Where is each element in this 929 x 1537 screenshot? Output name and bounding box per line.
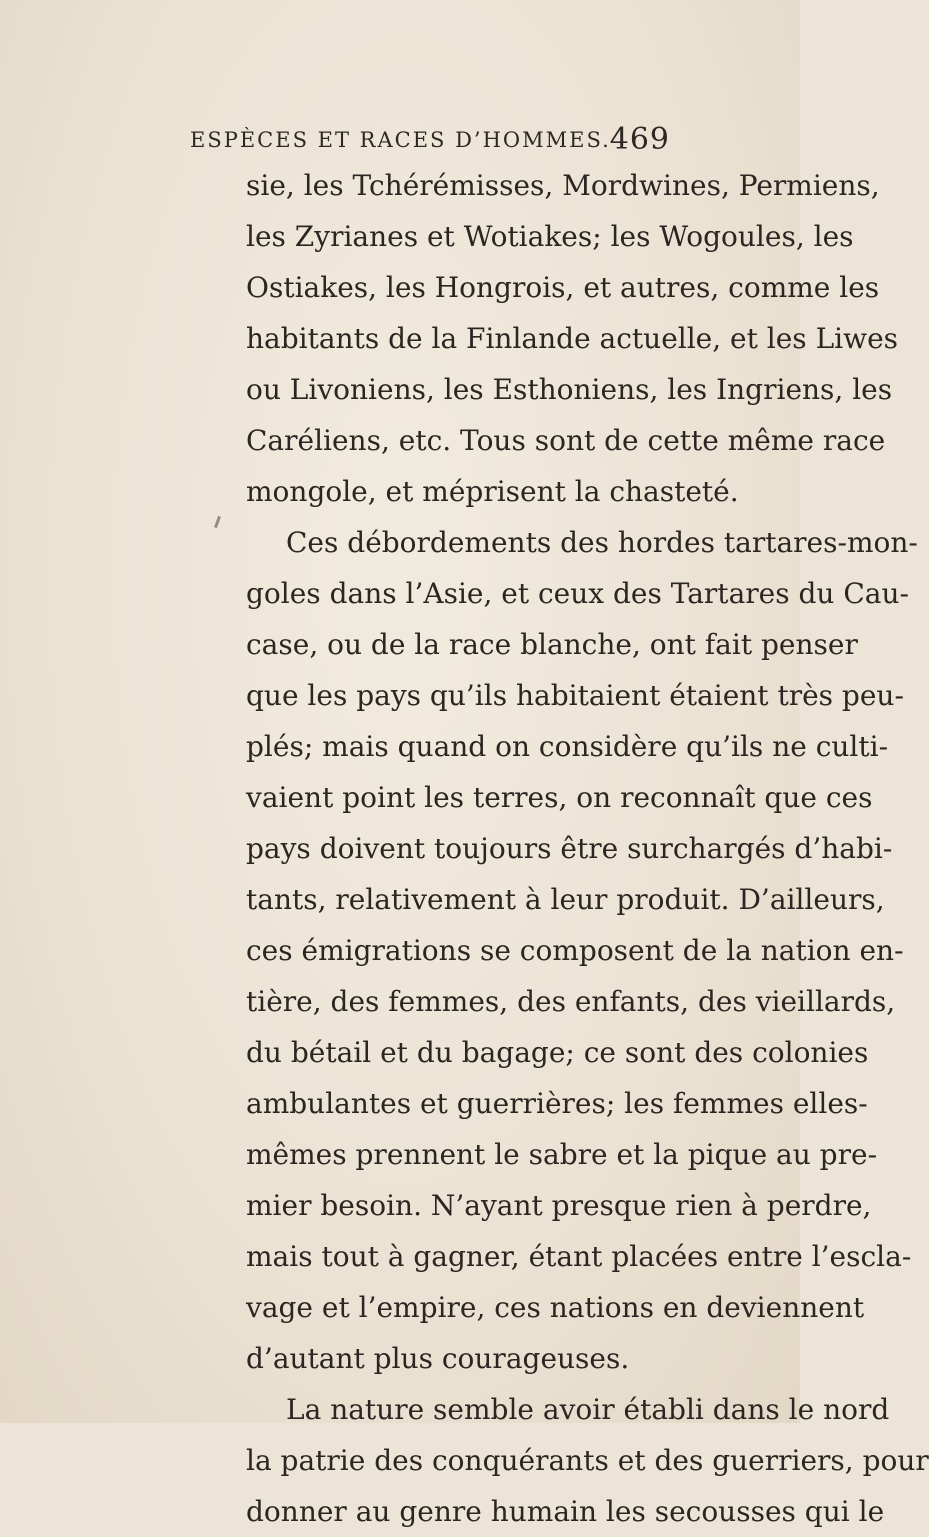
text-line: tière, des femmes, des enfants, des vieillards, (246, 985, 896, 1018)
text-line: les Zyrianes et Wotiakes; les Wogoules, les (246, 220, 854, 253)
text-line: Ces débordements des hordes tartares-mon- (286, 526, 918, 559)
text-line: habitants de la Finlande actuelle, et les Liwes (246, 322, 899, 355)
text-line: donner au genre humain les secousses qui le (246, 1495, 885, 1528)
text-line: vaient point les terres, on reconnaît que ces (246, 781, 873, 814)
text-line: mier besoin. N’ayant presque rien à perdre, (246, 1189, 872, 1222)
text-line: ou Livoniens, les Esthoniens, les Ingriens, les (246, 373, 893, 406)
text-line: d’autant plus courageuses. (246, 1342, 630, 1375)
text-line: La nature semble avoir établi dans le nord (286, 1393, 890, 1426)
page-number: 469 (609, 122, 670, 157)
text-line: vage et l’empire, ces nations en deviennent (246, 1291, 865, 1324)
text-line: case, ou de la race blanche, ont fait penser (246, 628, 858, 661)
margin-mark (214, 516, 221, 528)
text-line: mongole, et méprisent la chasteté. (246, 475, 739, 508)
text-line: ces émigrations se composent de la nation en- (246, 934, 904, 967)
text-line: que les pays qu’ils habitaient étaient très peu- (246, 679, 904, 712)
text-line: tants, relativement à leur produit. D’ailleurs, (246, 883, 885, 916)
text-line: mêmes prennent le sabre et la pique au pre- (246, 1138, 878, 1171)
text-line: pays doivent toujours être surchargés d’habi- (246, 832, 893, 865)
text-line: sie, les Tchérémisses, Mordwines, Permiens, (246, 169, 880, 202)
text-line: du bétail et du bagage; ce sont des colonies (246, 1036, 869, 1069)
text-line: Caréliens, etc. Tous sont de cette même race (246, 424, 886, 457)
text-line: Ostiakes, les Hongrois, et autres, comme les (246, 271, 880, 304)
text-line: mais tout à gagner, étant placées entre l’escla- (246, 1240, 912, 1273)
text-line: ambulantes et guerrières; les femmes elles- (246, 1087, 868, 1120)
text-line: goles dans l’Asie, et ceux des Tartares du Cau- (246, 577, 909, 610)
running-title: ESPÈCES ET RACES D’HOMMES. (190, 128, 611, 152)
text-line: plés; mais quand on considère qu’ils ne culti- (246, 730, 889, 763)
text-line: la patrie des conquérants et des guerriers, pour (246, 1444, 929, 1477)
